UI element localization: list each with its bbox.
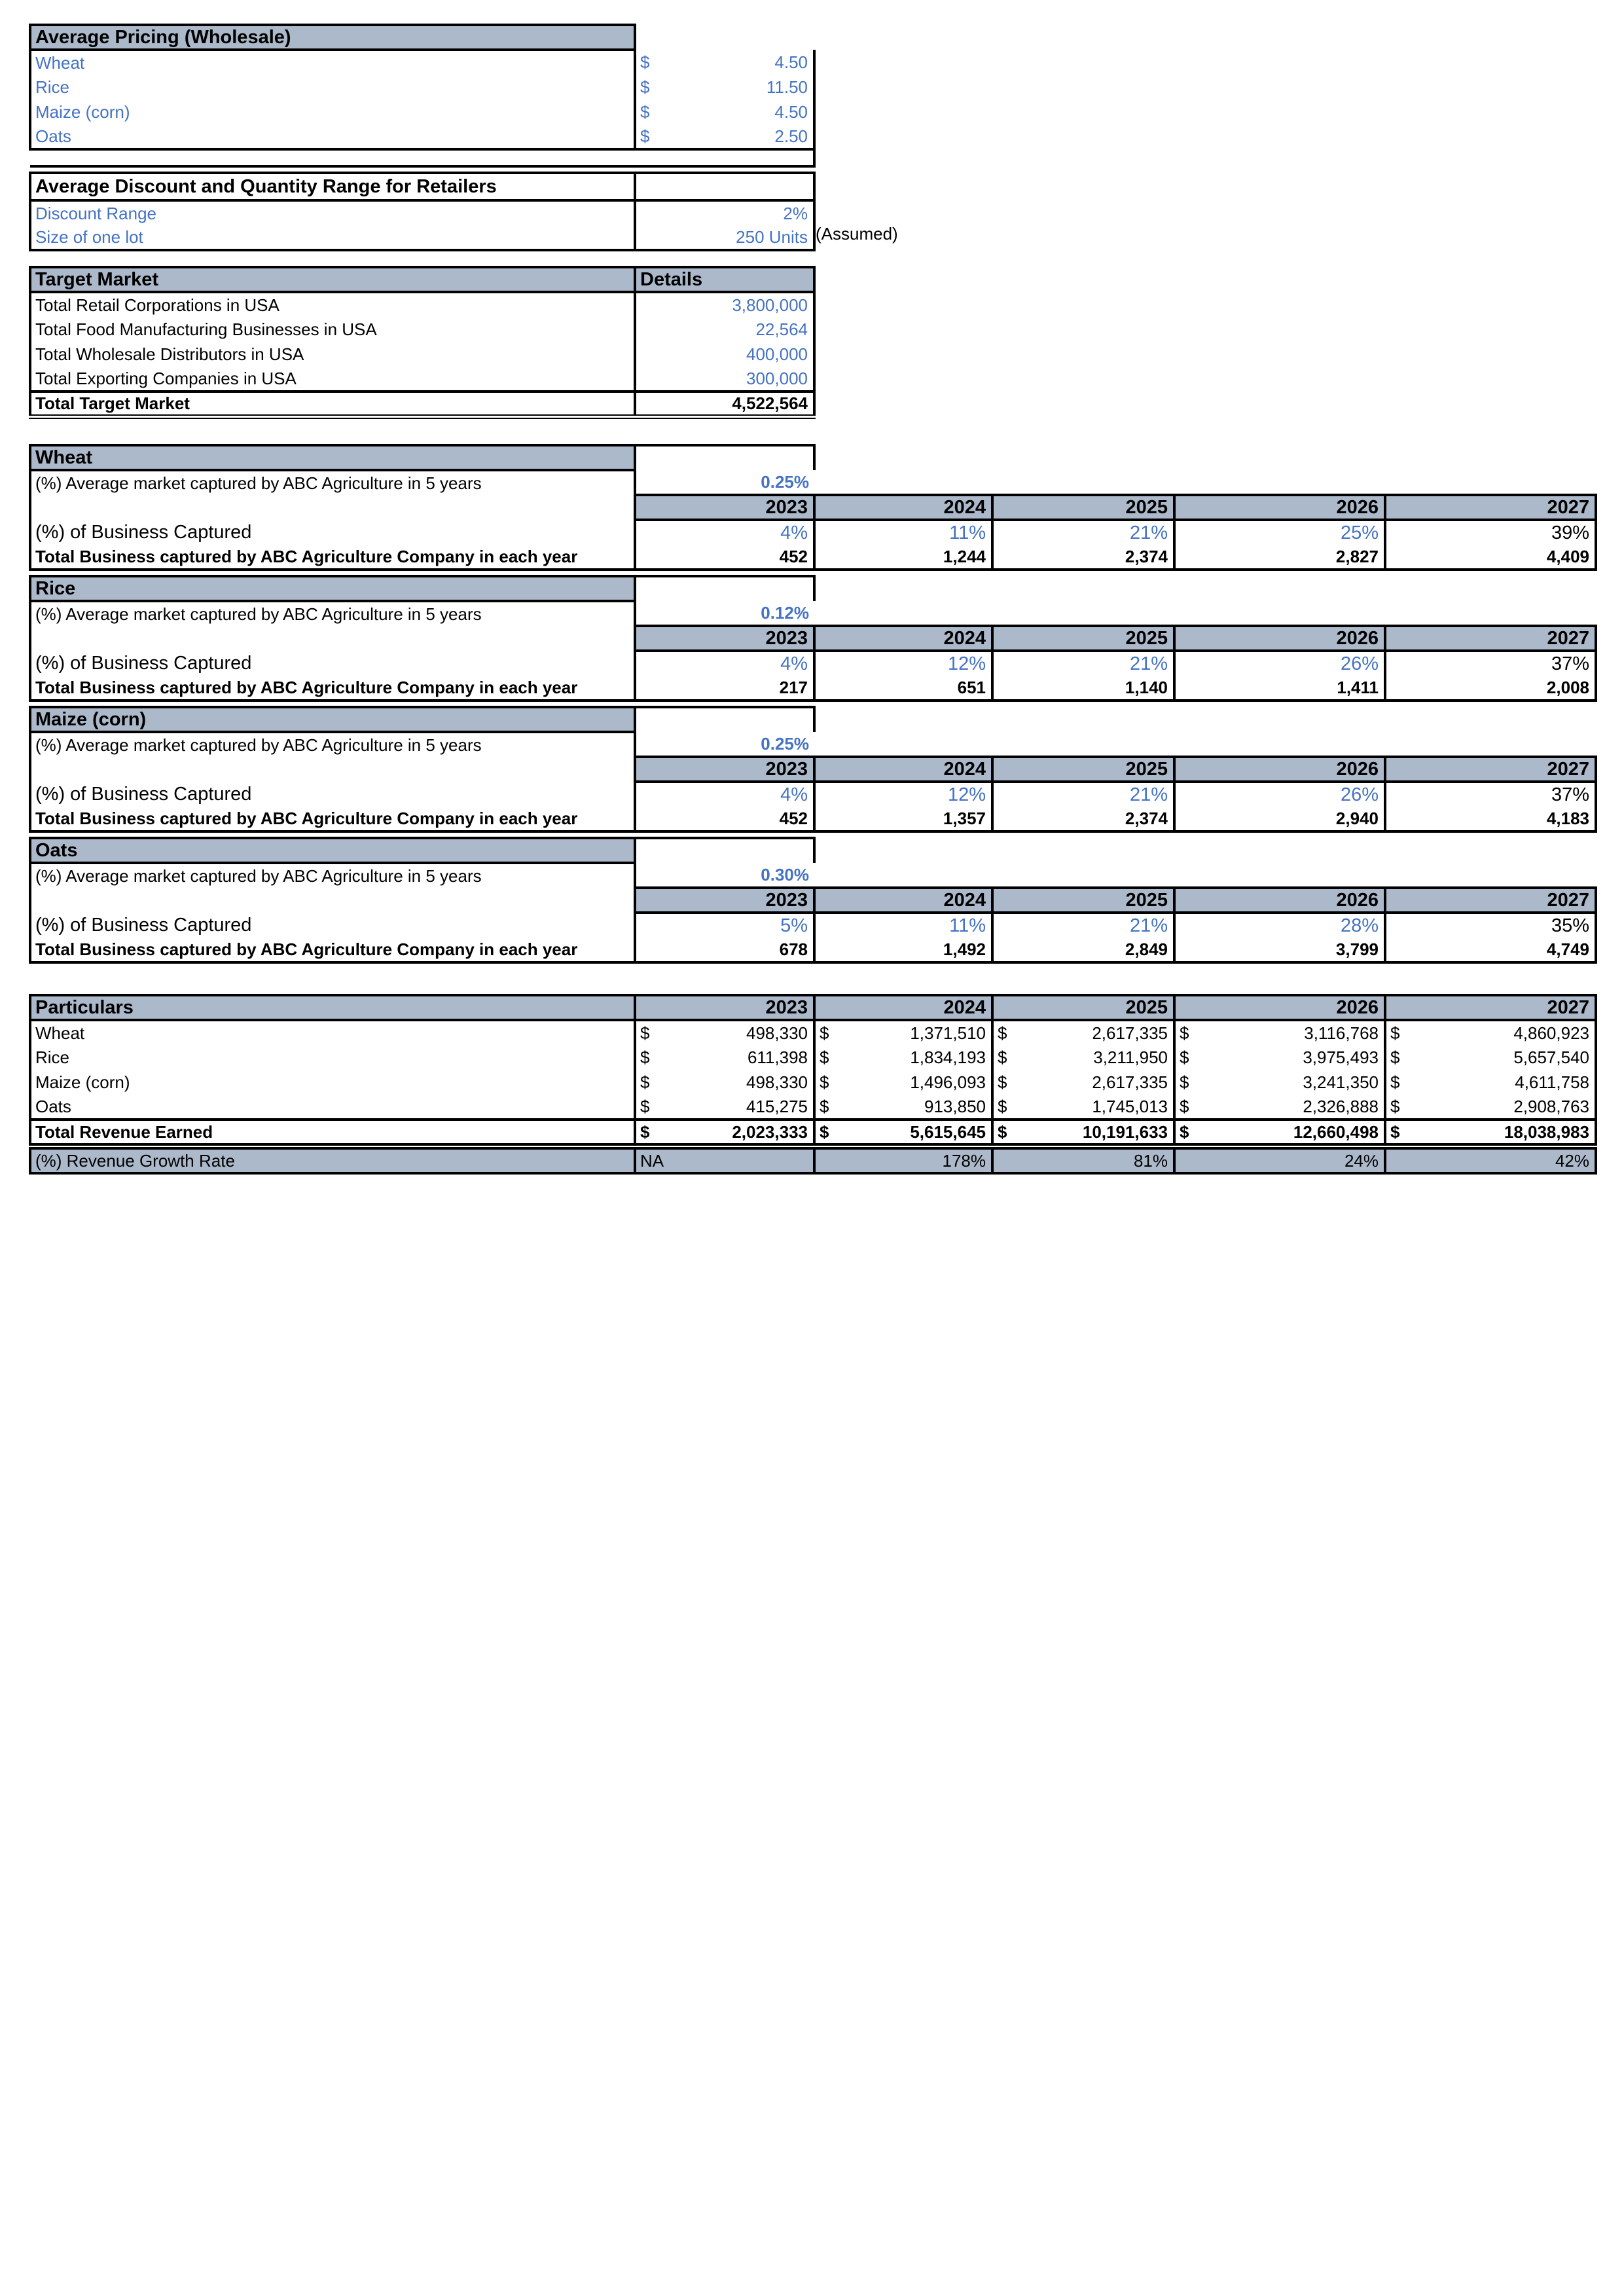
revenue-value: 3,116,768 <box>1304 1023 1379 1043</box>
crop-table <box>29 706 1597 833</box>
business-captured-total: 2,940 <box>1174 807 1385 831</box>
year-header: 2027 <box>1385 888 1596 913</box>
target-value: 22,564 <box>635 317 814 342</box>
target-market-table <box>29 266 816 419</box>
revenue-value: 415,275 <box>746 1096 808 1116</box>
currency-symbol: $ <box>640 126 650 146</box>
revenue-value: 3,211,950 <box>1093 1047 1168 1067</box>
business-captured-label: (%) of Business Captured <box>30 520 635 545</box>
pricing-header-row <box>30 25 814 50</box>
business-captured-pct: 26% <box>1174 651 1385 676</box>
business-captured-total: 1,357 <box>814 807 992 831</box>
target-value: 400,000 <box>635 342 814 367</box>
business-captured-pct: 37% <box>1385 782 1596 807</box>
business-captured-pct: 35% <box>1385 913 1596 938</box>
revenue-table <box>29 994 1597 1175</box>
revenue-total-row <box>30 1120 1596 1144</box>
pricing-row <box>30 100 814 124</box>
revenue-value: 913,850 <box>924 1096 986 1116</box>
revenue-row <box>30 1045 1596 1070</box>
revenue-value: 498,330 <box>746 1023 808 1043</box>
pricing-value: 4.50 <box>774 52 808 72</box>
business-captured-total: 2,374 <box>992 545 1174 570</box>
business-captured-pct: 21% <box>992 913 1174 938</box>
year-header: 2025 <box>992 888 1174 913</box>
business-captured-pct: 21% <box>992 651 1174 676</box>
year-header: 2027 <box>1385 995 1596 1020</box>
avg-market-label: (%) Average market captured by ABC Agriculture in 5 years <box>30 732 635 757</box>
pricing-row <box>30 124 814 149</box>
business-total-label: Total Business captured by ABC Agriculture Company in each year <box>30 938 635 962</box>
target-total-value: 4,522,564 <box>635 392 814 416</box>
crop-title: Wheat <box>30 445 635 470</box>
revenue-header-row <box>30 995 1596 1020</box>
avg-market-label: (%) Average market captured by ABC Agriculture in 5 years <box>30 863 635 888</box>
discount-label: Size of one lot <box>30 225 635 250</box>
revenue-value: 2,617,335 <box>1092 1072 1168 1092</box>
business-captured-total: 2,827 <box>1174 545 1385 570</box>
business-captured-total: 1,492 <box>814 938 992 962</box>
year-header: 2026 <box>1174 995 1385 1020</box>
currency-symbol: $ <box>998 1023 1007 1043</box>
discount-row <box>30 225 814 250</box>
revenue-growth-value: 24% <box>1174 1148 1385 1173</box>
year-header: 2023 <box>635 995 814 1020</box>
revenue-value: 1,745,013 <box>1092 1096 1168 1116</box>
revenue-row <box>30 1020 1596 1045</box>
target-label: Total Exporting Companies in USA <box>30 367 635 392</box>
currency-symbol: $ <box>1180 1121 1189 1142</box>
currency-symbol: $ <box>640 1121 650 1142</box>
business-captured-pct: 37% <box>1385 651 1596 676</box>
currency-symbol: $ <box>998 1121 1007 1142</box>
business-captured-total: 452 <box>635 807 814 831</box>
business-total-label: Total Business captured by ABC Agriculture Company in each year <box>30 545 635 570</box>
revenue-growth-row <box>30 1148 1596 1173</box>
revenue-total-value: 2,023,333 <box>732 1121 808 1142</box>
year-header: 2027 <box>1385 626 1596 651</box>
avg-market-value: 0.30% <box>761 864 809 884</box>
revenue-value: 611,398 <box>747 1047 808 1067</box>
business-captured-pct: 5% <box>635 913 814 938</box>
business-captured-pct: 21% <box>992 782 1174 807</box>
revenue-value: 5,657,540 <box>1513 1047 1589 1067</box>
currency-symbol: $ <box>1180 1047 1189 1067</box>
business-total-label: Total Business captured by ABC Agriculture Company in each year <box>30 807 635 831</box>
revenue-value: 1,834,193 <box>910 1047 986 1067</box>
crop-table <box>29 444 1597 571</box>
currency-symbol: $ <box>640 1072 650 1092</box>
target-row <box>30 367 814 392</box>
business-captured-total: 1,140 <box>992 676 1174 701</box>
business-captured-total: 1,244 <box>814 545 992 570</box>
revenue-total-value: 10,191,633 <box>1082 1121 1168 1142</box>
business-captured-total: 4,183 <box>1385 807 1596 831</box>
crop-title: Rice <box>30 576 635 601</box>
business-captured-total: 2,849 <box>992 938 1174 962</box>
revenue-value: 3,241,350 <box>1303 1072 1379 1092</box>
avg-market-label: (%) Average market captured by ABC Agriculture in 5 years <box>30 601 635 626</box>
year-header: 2027 <box>1385 757 1596 782</box>
business-captured-pct: 12% <box>814 651 992 676</box>
business-captured-pct: 21% <box>992 520 1174 545</box>
currency-symbol: $ <box>820 1023 829 1043</box>
revenue-label: Oats <box>30 1095 635 1120</box>
target-row <box>30 292 814 317</box>
revenue-row <box>30 1095 1596 1120</box>
target-value: 300,000 <box>635 367 814 392</box>
currency-symbol: $ <box>1390 1047 1400 1067</box>
business-captured-pct: 4% <box>635 782 814 807</box>
currency-symbol: $ <box>1390 1096 1400 1116</box>
business-captured-pct: 4% <box>635 520 814 545</box>
business-captured-pct: 4% <box>635 651 814 676</box>
business-captured-total: 1,411 <box>1174 676 1385 701</box>
pricing-title: Average Pricing (Wholesale) <box>30 25 635 50</box>
pricing-label: Wheat <box>30 50 635 75</box>
pricing-table <box>29 24 816 168</box>
year-header: 2026 <box>1174 626 1385 651</box>
pricing-value: 11.50 <box>766 77 808 97</box>
year-header: 2025 <box>992 757 1174 782</box>
business-captured-pct: 39% <box>1385 520 1596 545</box>
business-captured-pct: 11% <box>814 520 992 545</box>
currency-symbol: $ <box>1180 1096 1189 1116</box>
currency-symbol: $ <box>998 1072 1007 1092</box>
revenue-title: Particulars <box>30 995 635 1020</box>
currency-symbol: $ <box>820 1072 829 1092</box>
business-captured-total: 3,799 <box>1174 938 1385 962</box>
currency-symbol: $ <box>820 1121 829 1142</box>
year-header: 2024 <box>814 626 992 651</box>
currency-symbol: $ <box>820 1096 829 1116</box>
currency-symbol: $ <box>640 1047 650 1067</box>
year-header: 2024 <box>814 495 992 520</box>
business-captured-total: 4,749 <box>1385 938 1596 962</box>
crop-table <box>29 837 1597 964</box>
year-header: 2024 <box>814 757 992 782</box>
avg-market-label: (%) Average market captured by ABC Agriculture in 5 years <box>30 470 635 495</box>
discount-table <box>29 172 816 251</box>
crop-title: Maize (corn) <box>30 707 635 732</box>
target-label: Total Wholesale Distributors in USA <box>30 342 635 367</box>
year-header: 2026 <box>1174 757 1385 782</box>
currency-symbol: $ <box>640 77 650 97</box>
currency-symbol: $ <box>1180 1023 1189 1043</box>
business-captured-total: 4,409 <box>1385 545 1596 570</box>
revenue-total-value: 12,660,498 <box>1293 1121 1379 1142</box>
revenue-label: Wheat <box>30 1020 635 1045</box>
year-header: 2025 <box>992 626 1174 651</box>
business-captured-label: (%) of Business Captured <box>30 651 635 676</box>
revenue-value: 498,330 <box>746 1072 808 1092</box>
business-captured-pct: 12% <box>814 782 992 807</box>
year-header: 2025 <box>992 995 1174 1020</box>
discount-title: Average Discount and Quantity Range for Retailers <box>30 173 635 200</box>
currency-symbol: $ <box>998 1096 1007 1116</box>
target-title: Target Market <box>30 267 635 292</box>
pricing-value: 4.50 <box>774 101 808 122</box>
currency-symbol: $ <box>640 1023 650 1043</box>
year-header: 2023 <box>635 495 814 520</box>
business-captured-label: (%) of Business Captured <box>30 782 635 807</box>
pricing-row <box>30 75 814 100</box>
pricing-value: 2.50 <box>774 126 808 146</box>
year-header: 2027 <box>1385 495 1596 520</box>
discount-value: 250 Units <box>635 225 814 250</box>
year-header: 2026 <box>1174 888 1385 913</box>
revenue-label: Maize (corn) <box>30 1070 635 1095</box>
target-row <box>30 317 814 342</box>
business-captured-total: 678 <box>635 938 814 962</box>
year-header: 2026 <box>1174 495 1385 520</box>
discount-label: Discount Range <box>30 200 635 225</box>
assumed-note: (Assumed) <box>816 224 898 244</box>
target-total-row <box>30 392 814 416</box>
crop-table <box>29 575 1597 702</box>
pricing-label: Oats <box>30 124 635 149</box>
business-captured-total: 651 <box>814 676 992 701</box>
avg-market-value: 0.25% <box>761 471 809 492</box>
year-header: 2023 <box>635 626 814 651</box>
target-value: 3,800,000 <box>635 292 814 317</box>
discount-value: 2% <box>635 200 814 225</box>
currency-symbol: $ <box>640 52 650 72</box>
business-captured-total: 2,008 <box>1385 676 1596 701</box>
revenue-growth-value: NA <box>635 1148 814 1173</box>
business-captured-total: 452 <box>635 545 814 570</box>
currency-symbol: $ <box>1390 1023 1400 1043</box>
revenue-growth-value: 42% <box>1385 1148 1596 1173</box>
pricing-row <box>30 50 814 75</box>
year-header: 2023 <box>635 757 814 782</box>
revenue-growth-value: 81% <box>992 1148 1174 1173</box>
revenue-value: 4,860,923 <box>1513 1023 1589 1043</box>
business-captured-pct: 28% <box>1174 913 1385 938</box>
business-total-label: Total Business captured by ABC Agriculture Company in each year <box>30 676 635 701</box>
currency-symbol: $ <box>640 101 650 122</box>
year-header: 2024 <box>814 888 992 913</box>
pricing-label: Rice <box>30 75 635 100</box>
business-captured-pct: 26% <box>1174 782 1385 807</box>
revenue-value: 2,326,888 <box>1303 1096 1379 1116</box>
revenue-value: 1,496,093 <box>910 1072 986 1092</box>
business-captured-pct: 11% <box>814 913 992 938</box>
discount-row <box>30 200 814 225</box>
target-details-header: Details <box>635 267 814 292</box>
revenue-growth-value: 178% <box>814 1148 992 1173</box>
revenue-total-value: 5,615,645 <box>910 1121 986 1142</box>
target-row <box>30 342 814 367</box>
currency-symbol: $ <box>820 1047 829 1067</box>
revenue-value: 1,371,510 <box>910 1023 986 1043</box>
business-captured-total: 2,374 <box>992 807 1174 831</box>
business-captured-pct: 25% <box>1174 520 1385 545</box>
year-header: 2023 <box>635 888 814 913</box>
target-total-label: Total Target Market <box>30 392 635 416</box>
business-captured-total: 217 <box>635 676 814 701</box>
revenue-label: Rice <box>30 1045 635 1070</box>
revenue-growth-label: (%) Revenue Growth Rate <box>30 1148 635 1173</box>
crop-title: Oats <box>30 838 635 863</box>
target-label: Total Food Manufacturing Businesses in USA <box>30 317 635 342</box>
revenue-total-label: Total Revenue Earned <box>30 1120 635 1144</box>
avg-market-value: 0.25% <box>761 733 809 754</box>
revenue-row <box>30 1070 1596 1095</box>
year-header: 2025 <box>992 495 1174 520</box>
currency-symbol: $ <box>1390 1121 1400 1142</box>
pricing-label: Maize (corn) <box>30 100 635 124</box>
revenue-value: 3,975,493 <box>1303 1047 1379 1067</box>
currency-symbol: $ <box>998 1047 1007 1067</box>
revenue-value: 2,908,763 <box>1513 1096 1589 1116</box>
revenue-total-value: 18,038,983 <box>1504 1121 1589 1142</box>
avg-market-value: 0.12% <box>761 602 809 623</box>
target-label: Total Retail Corporations in USA <box>30 292 635 317</box>
currency-symbol: $ <box>1390 1072 1400 1092</box>
business-captured-label: (%) of Business Captured <box>30 913 635 938</box>
currency-symbol: $ <box>640 1096 650 1116</box>
revenue-value: 2,617,335 <box>1092 1023 1168 1043</box>
year-header: 2024 <box>814 995 992 1020</box>
currency-symbol: $ <box>1180 1072 1189 1092</box>
revenue-value: 4,611,758 <box>1515 1072 1589 1092</box>
